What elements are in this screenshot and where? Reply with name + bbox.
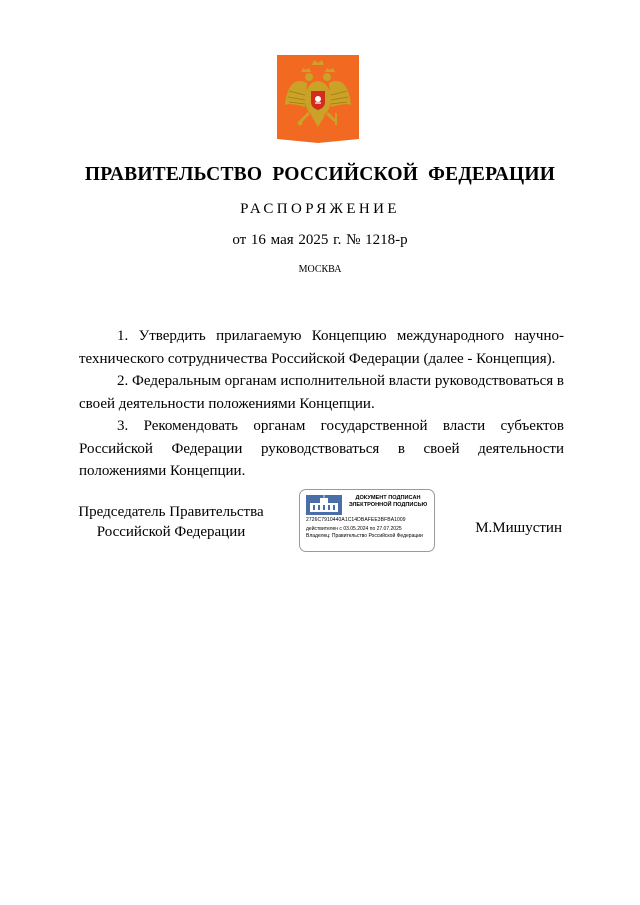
document-body bbox=[79, 325, 564, 483]
stamp-heading-line-1: ДОКУМЕНТ ПОДПИСАН bbox=[355, 495, 421, 501]
document-type: РАСПОРЯЖЕНИЕ bbox=[240, 201, 400, 217]
paragraph-1: 1. Утвердить прилагаемую Концепцию международного научно-технического сотрудничества Российской Федерации (далее - Концепция). bbox=[79, 328, 564, 367]
document-city: МОСКВА bbox=[298, 264, 342, 275]
signer-position-line-1: Председатель Правительства bbox=[78, 504, 264, 520]
stamp-heading-line-2: ЭЛЕКТРОННОЙ ПОДПИСЬЮ bbox=[348, 502, 428, 509]
certificate-validity: действителен с 03.05.2024 по 27.07.2025 bbox=[306, 526, 402, 532]
paragraph-2: 2. Федеральным органам исполнительной власти руководствоваться в своей деятельности положениями Концепции. bbox=[79, 373, 564, 412]
signer-position bbox=[76, 502, 266, 542]
electronic-signature-stamp bbox=[299, 489, 435, 552]
signer-position-line-2: Российской Федерации bbox=[96, 524, 246, 540]
document-date-number: от 16 мая 2025 г. № 1218-р bbox=[232, 232, 408, 248]
stamp-heading bbox=[344, 495, 432, 509]
government-building-icon bbox=[306, 495, 342, 515]
certificate-serial: 2726C7910440A1C14DBAFEE3BFBA1009 bbox=[306, 517, 406, 523]
paragraph-3: 3. Рекомендовать органам государственной власти субъектов Российской Федерации руководствоваться в своей деятельности положениями Концепции. bbox=[79, 418, 564, 479]
government-title: ПРАВИТЕЛЬСТВО РОССИЙСКОЙ ФЕДЕРАЦИИ bbox=[84, 164, 556, 185]
russian-coat-of-arms-icon bbox=[277, 55, 359, 143]
signer-name: М.Мишустин bbox=[475, 520, 562, 536]
certificate-owner: Владелец: Правительство Российской Федерации bbox=[306, 533, 423, 539]
